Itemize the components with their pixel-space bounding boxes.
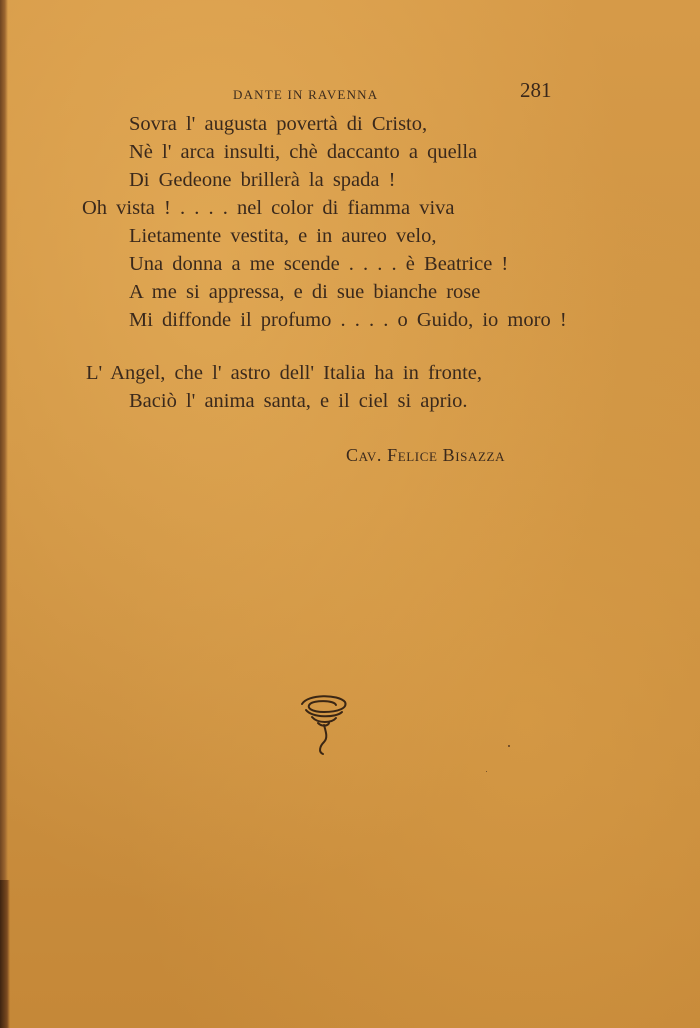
verse-line: Di Gedeone brillerà la spada ! [129, 169, 396, 191]
verse-line: A me si appressa, e di sue bianche rose [129, 281, 481, 303]
verse-line: Sovra l' augusta povertà di Cristo, [129, 113, 428, 135]
spiral-tailpiece-icon [298, 692, 350, 756]
page-edge-shadow [0, 880, 10, 1028]
paper-speck [508, 745, 510, 747]
paper-speck [486, 771, 487, 772]
author-signature: Cav. Felice Bisazza [346, 445, 506, 465]
verse-line: L' Angel, che l' astro dell' Italia ha in fronte, [86, 362, 483, 384]
page-edge [0, 0, 8, 1028]
verse-line: Una donna a me scende . . . . è Beatrice ! [129, 253, 509, 275]
verse-line: Oh vista ! . . . . nel color di fiamma viva [82, 197, 455, 219]
verse-line: Lietamente vestita, e in aureo velo, [129, 225, 437, 247]
verse-line: Baciò l' anima santa, e il ciel si aprio. [129, 390, 468, 412]
verse-line: Nè l' arca insulti, chè daccanto a quella [129, 141, 478, 163]
running-title: DANTE IN RAVENNA [233, 87, 379, 102]
page-number: 281 [520, 78, 552, 102]
verse-line: Mi diffonde il profumo . . . . o Guido, io moro ! [129, 309, 567, 331]
